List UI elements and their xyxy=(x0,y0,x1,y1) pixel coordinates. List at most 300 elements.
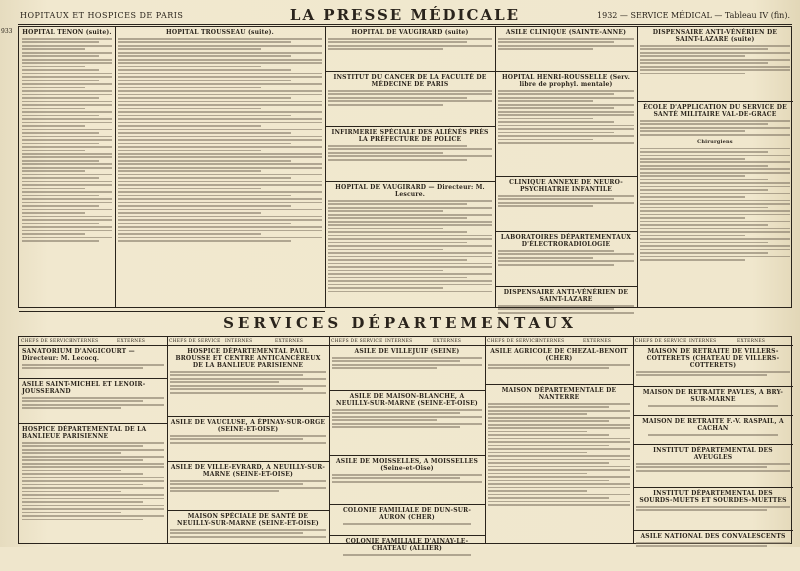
text-line-placeholder xyxy=(498,97,634,99)
text-line-placeholder xyxy=(118,226,322,228)
text-line-placeholder xyxy=(22,515,164,517)
table-block xyxy=(19,346,167,379)
header-title: LA PRESSE MÉDICALE xyxy=(289,6,521,24)
text-line-placeholder xyxy=(328,97,467,99)
block-title: CLINIQUE ANNEXE DE NEURO-PSYCHIATRIE INFANTILE xyxy=(509,179,623,193)
table-block xyxy=(637,27,793,102)
text-line-placeholder xyxy=(22,230,112,232)
text-line-placeholder xyxy=(498,264,614,266)
table-block xyxy=(633,346,793,387)
text-line-placeholder xyxy=(498,45,634,47)
text-line-placeholder xyxy=(22,55,99,57)
text-line-placeholder xyxy=(118,219,322,221)
text-line-placeholder xyxy=(332,360,460,362)
text-line-placeholder xyxy=(498,202,634,204)
text-line-placeholder xyxy=(118,181,322,183)
text-line-placeholder xyxy=(22,449,164,451)
text-line-placeholder xyxy=(118,73,322,75)
text-line-placeholder xyxy=(498,253,634,255)
block-title: ASILE DE VILLEJUIF (SEINE) xyxy=(354,348,460,355)
text-line-placeholder xyxy=(498,139,593,141)
table-block xyxy=(485,385,633,551)
block-title: HOPITAL HENRI-ROUSSELLE (Serv. libre de prophyl. mentale) xyxy=(501,74,631,88)
block-title: MAISON DE RETRAITE F.-V. RASPAIL, A CACHAN xyxy=(642,418,784,432)
text-line-placeholder xyxy=(118,184,322,186)
text-line-placeholder xyxy=(498,41,614,43)
text-line-placeholder xyxy=(118,177,291,179)
text-line-placeholder xyxy=(170,536,326,538)
table-block xyxy=(495,232,637,287)
text-line-placeholder xyxy=(170,388,303,390)
text-line-placeholder xyxy=(498,121,614,123)
text-line-placeholder xyxy=(118,125,261,127)
text-line-placeholder xyxy=(118,136,322,138)
text-line-placeholder xyxy=(343,523,471,525)
text-line-placeholder xyxy=(22,367,143,369)
text-line-placeholder xyxy=(118,223,291,225)
text-line-placeholder xyxy=(22,459,143,461)
subheader-internes: INTERNES xyxy=(537,338,565,344)
table-block xyxy=(637,102,793,316)
header-right: 1932 — SERVICE MÉDICAL — Tableau IV (fin). xyxy=(597,11,790,20)
text-line-placeholder xyxy=(22,477,164,479)
text-line-placeholder xyxy=(488,487,630,489)
block-title: INSTITUT DÉPARTEMENTAL DES SOURDS-MUETS ET SOURDES-MUETTES xyxy=(639,490,787,504)
text-line-placeholder xyxy=(332,419,437,421)
subheader-chefs: CHEFS DE SERVICE xyxy=(635,338,687,344)
text-line-placeholder xyxy=(22,111,112,113)
table-block xyxy=(19,379,167,424)
text-line-placeholder xyxy=(22,73,112,75)
table-block xyxy=(495,72,637,177)
text-line-placeholder xyxy=(328,90,492,92)
text-line-placeholder xyxy=(328,45,492,47)
text-line-placeholder xyxy=(328,145,467,147)
text-line-placeholder xyxy=(488,427,630,429)
text-line-placeholder xyxy=(640,175,745,177)
text-line-placeholder xyxy=(498,132,614,134)
block-title: HOPITAL TROUSSEAU (suite). xyxy=(166,29,274,36)
text-line-placeholder xyxy=(118,87,261,89)
text-line-placeholder xyxy=(640,245,790,247)
page-header xyxy=(18,6,792,25)
text-line-placeholder xyxy=(498,93,614,95)
bottom-column-4 xyxy=(485,337,634,543)
top-column-1 xyxy=(19,27,116,307)
subheader-externes: EXTERNES xyxy=(117,338,146,344)
text-line-placeholder xyxy=(328,235,492,237)
text-line-placeholder xyxy=(488,473,587,475)
text-line-placeholder xyxy=(343,554,471,556)
header-left: HOPITAUX ET HOSPICES DE PARIS xyxy=(20,11,184,20)
text-line-placeholder xyxy=(22,167,112,169)
text-line-placeholder xyxy=(22,66,85,68)
subheader-externes: EXTERNES xyxy=(737,338,766,344)
table-block xyxy=(325,72,495,127)
text-line-placeholder xyxy=(640,151,768,153)
text-line-placeholder xyxy=(332,409,482,411)
text-line-placeholder xyxy=(118,191,322,193)
text-line-placeholder xyxy=(488,417,630,419)
table-block xyxy=(633,488,793,531)
text-line-placeholder xyxy=(22,212,85,214)
bottom-column-1 xyxy=(19,337,168,543)
text-line-placeholder xyxy=(118,66,261,68)
text-line-placeholder xyxy=(498,111,634,113)
text-line-placeholder xyxy=(22,132,99,134)
text-line-placeholder xyxy=(328,245,492,247)
text-line-placeholder xyxy=(170,371,326,373)
text-line-placeholder xyxy=(118,55,291,57)
block-title: HOPITAL DE VAUGIRARD — Directeur: M. Lescure. xyxy=(335,184,485,198)
text-line-placeholder xyxy=(22,69,99,71)
text-line-placeholder xyxy=(22,153,112,155)
text-line-placeholder xyxy=(332,423,482,425)
text-line-placeholder xyxy=(22,104,112,106)
text-line-placeholder xyxy=(170,438,303,440)
text-line-placeholder xyxy=(640,134,790,136)
text-line-placeholder xyxy=(488,501,630,503)
text-line-placeholder xyxy=(640,256,790,258)
text-line-placeholder xyxy=(640,217,745,219)
text-line-placeholder xyxy=(328,231,467,233)
subheader-internes: INTERNES xyxy=(225,338,253,344)
text-line-placeholder xyxy=(22,233,85,235)
text-line-placeholder xyxy=(170,483,303,485)
text-line-placeholder xyxy=(498,125,634,127)
text-line-placeholder xyxy=(170,435,326,437)
text-line-placeholder xyxy=(22,407,121,409)
text-line-placeholder xyxy=(22,45,112,47)
text-line-placeholder xyxy=(22,491,121,493)
text-line-placeholder xyxy=(170,529,326,531)
subheader-chefs: CHEFS DE SERVICE xyxy=(21,338,73,344)
text-line-placeholder xyxy=(640,69,790,71)
text-line-placeholder xyxy=(332,357,482,359)
text-line-placeholder xyxy=(488,420,609,422)
block-title: HOPITAL TENON (suite). xyxy=(22,29,112,36)
text-line-placeholder xyxy=(636,470,790,472)
text-line-placeholder xyxy=(332,477,460,479)
text-line-placeholder xyxy=(640,168,790,170)
block-title: ASILE DE VAUCLUSE, A ÉPINAY-SUR-ORGE (SEINE-ET-OISE) xyxy=(170,419,326,433)
text-line-placeholder xyxy=(488,469,630,471)
text-line-placeholder xyxy=(22,240,99,242)
text-line-placeholder xyxy=(22,219,112,221)
text-line-placeholder xyxy=(488,466,630,468)
text-line-placeholder xyxy=(498,205,593,207)
text-line-placeholder xyxy=(328,224,492,226)
text-line-placeholder xyxy=(22,76,112,78)
text-line-placeholder xyxy=(22,209,112,211)
table-block xyxy=(167,462,329,511)
text-line-placeholder xyxy=(22,83,112,85)
text-line-placeholder xyxy=(498,114,634,116)
text-line-placeholder xyxy=(328,217,467,219)
text-line-placeholder xyxy=(22,115,99,117)
subheader-chefs: CHEFS DE SERVICE xyxy=(487,338,539,344)
text-line-placeholder xyxy=(498,100,593,102)
text-line-placeholder xyxy=(22,445,143,447)
text-line-placeholder xyxy=(118,80,291,82)
text-line-placeholder xyxy=(640,179,768,181)
text-line-placeholder xyxy=(636,509,767,511)
text-line-placeholder xyxy=(22,52,112,54)
text-line-placeholder xyxy=(488,434,609,436)
column-subheader xyxy=(485,337,633,346)
table-block xyxy=(325,27,495,72)
text-line-placeholder xyxy=(170,487,326,489)
text-line-placeholder xyxy=(22,136,112,138)
text-line-placeholder xyxy=(640,172,790,174)
text-line-placeholder xyxy=(118,202,322,204)
text-line-placeholder xyxy=(22,59,112,61)
table-block xyxy=(495,177,637,232)
text-line-placeholder xyxy=(22,129,112,131)
text-line-placeholder xyxy=(640,224,768,226)
text-line-placeholder xyxy=(328,48,443,50)
text-line-placeholder xyxy=(22,195,99,197)
bottom-tables xyxy=(18,336,792,552)
text-line-placeholder xyxy=(118,97,291,99)
text-line-placeholder xyxy=(640,231,790,233)
text-line-placeholder xyxy=(118,45,322,47)
text-line-placeholder xyxy=(22,62,112,64)
text-line-placeholder xyxy=(640,158,745,160)
text-line-placeholder xyxy=(488,431,587,433)
subheader-internes: INTERNES xyxy=(71,338,99,344)
text-line-placeholder xyxy=(640,165,768,167)
text-line-placeholder xyxy=(170,392,326,394)
text-line-placeholder xyxy=(118,129,322,131)
text-line-placeholder xyxy=(640,73,745,75)
table-block xyxy=(633,531,793,571)
text-line-placeholder xyxy=(118,111,322,113)
column-subheader xyxy=(167,337,329,346)
text-line-placeholder xyxy=(640,189,768,191)
text-line-placeholder xyxy=(328,256,492,258)
text-line-placeholder xyxy=(170,480,326,482)
text-line-placeholder xyxy=(118,163,322,165)
table-block xyxy=(325,182,495,326)
text-line-placeholder xyxy=(328,155,492,157)
text-line-placeholder xyxy=(328,263,492,265)
table-block xyxy=(495,27,637,72)
text-line-placeholder xyxy=(22,41,99,43)
text-line-placeholder xyxy=(118,230,322,232)
text-line-placeholder xyxy=(498,142,634,144)
text-line-placeholder xyxy=(22,480,164,482)
text-line-placeholder xyxy=(332,364,482,366)
text-line-placeholder xyxy=(488,403,630,405)
top-tables xyxy=(18,26,792,308)
text-line-placeholder xyxy=(328,221,492,223)
block-title: MAISON DÉPARTEMENTALE DE NANTERRE xyxy=(501,387,617,401)
text-line-placeholder xyxy=(328,200,492,202)
text-line-placeholder xyxy=(328,280,492,282)
text-line-placeholder xyxy=(118,188,261,190)
table-block xyxy=(329,536,485,566)
text-line-placeholder xyxy=(118,90,322,92)
text-line-placeholder xyxy=(118,69,291,71)
text-line-placeholder xyxy=(640,182,790,184)
text-line-placeholder xyxy=(488,441,630,443)
block-title: ASILE DE MOISSELLES, A MOISSELLES (Seine-et-Oise) xyxy=(335,458,479,472)
subheader-externes: EXTERNES xyxy=(583,338,612,344)
block-title: SANATORIUM D'ANGICOURT — Directeur: M. Lecocq. xyxy=(22,348,135,362)
text-line-placeholder xyxy=(328,203,467,205)
text-line-placeholder xyxy=(22,150,85,152)
block-title: ASILE DE VILLE-EVRARD, A NEUILLY-SUR-MARNE (SEINE-ET-OISE) xyxy=(170,464,326,478)
text-line-placeholder xyxy=(636,545,767,547)
text-line-placeholder xyxy=(22,512,121,514)
text-line-placeholder xyxy=(328,104,443,106)
text-line-placeholder xyxy=(488,504,630,506)
text-line-placeholder xyxy=(22,226,112,228)
text-line-placeholder xyxy=(498,128,634,130)
text-line-placeholder xyxy=(118,143,291,145)
block-title: INSTITUT DU CANCER DE LA FACULTÉ DE MÉDECINE DE PARIS xyxy=(333,74,487,88)
text-line-placeholder xyxy=(640,214,790,216)
table-block xyxy=(329,391,485,456)
text-line-placeholder xyxy=(636,371,790,373)
text-line-placeholder xyxy=(640,161,790,163)
block-title: DISPENSAIRE ANTI-VÉNÉRIEN DE SAINT-LAZARE xyxy=(503,289,629,303)
column-subheader xyxy=(329,337,485,346)
subheader-internes: INTERNES xyxy=(385,338,413,344)
text-line-placeholder xyxy=(498,135,634,137)
text-line-placeholder xyxy=(498,257,593,259)
text-line-placeholder xyxy=(498,260,634,262)
text-line-placeholder xyxy=(118,52,322,54)
text-line-placeholder xyxy=(640,249,790,251)
text-line-placeholder xyxy=(328,207,492,209)
block-title: MAISON DE RETRAITE PAVLES, A BRY-SUR-MARNE xyxy=(642,389,784,403)
text-line-placeholder xyxy=(648,434,779,436)
text-line-placeholder xyxy=(22,463,164,465)
text-line-placeholder xyxy=(640,200,790,202)
text-line-placeholder xyxy=(22,237,112,239)
text-line-placeholder xyxy=(498,104,634,106)
text-line-placeholder xyxy=(328,291,492,293)
text-line-placeholder xyxy=(640,203,790,205)
text-line-placeholder xyxy=(118,240,291,242)
column-subheader xyxy=(633,337,793,346)
bottom-column-2 xyxy=(167,337,330,543)
text-line-placeholder xyxy=(640,196,745,198)
text-line-placeholder xyxy=(22,397,164,399)
text-line-placeholder xyxy=(22,198,112,200)
text-line-placeholder xyxy=(22,473,143,475)
text-line-placeholder xyxy=(22,400,143,402)
text-line-placeholder xyxy=(488,462,609,464)
text-line-placeholder xyxy=(22,181,112,183)
text-line-placeholder xyxy=(498,48,593,50)
text-line-placeholder xyxy=(22,146,112,148)
text-line-placeholder xyxy=(498,308,614,310)
text-line-placeholder xyxy=(118,41,291,43)
text-line-placeholder xyxy=(22,143,99,145)
text-line-placeholder xyxy=(118,146,322,148)
text-line-placeholder xyxy=(328,249,443,251)
text-line-placeholder xyxy=(22,97,99,99)
text-line-placeholder xyxy=(328,152,443,154)
text-line-placeholder xyxy=(118,122,322,124)
text-line-placeholder xyxy=(170,381,279,383)
block-title: HOSPICE DÉPARTEMENTAL DE LA BANLIEUE PARISIENNE xyxy=(22,426,147,440)
text-line-placeholder xyxy=(22,508,164,510)
subheader-chefs: CHEFS DE SERVICE xyxy=(331,338,383,344)
text-line-placeholder xyxy=(118,156,322,158)
text-line-placeholder xyxy=(640,155,790,157)
text-line-placeholder xyxy=(488,406,609,408)
text-line-placeholder xyxy=(328,228,443,230)
text-line-placeholder xyxy=(22,466,164,468)
text-line-placeholder xyxy=(488,438,630,440)
text-line-placeholder xyxy=(118,83,322,85)
block-title: HOPITAL DE VAUGIRARD (suite) xyxy=(351,29,469,36)
text-line-placeholder xyxy=(22,122,112,124)
block-title: MAISON DE RETRAITE DE VILLERS-COTTERETS (CHATEAU DE VILLERS-COTTERETS) xyxy=(646,348,780,369)
text-line-placeholder xyxy=(640,127,790,129)
top-column-2 xyxy=(115,27,326,307)
block-title: COLONIE FAMILIALE DE DUN-SUR-AURON (CHER) xyxy=(342,507,472,521)
text-line-placeholder xyxy=(118,205,291,207)
text-line-placeholder xyxy=(640,242,768,244)
text-line-placeholder xyxy=(22,38,112,40)
table-block xyxy=(329,456,485,505)
block-title: ASILE NATIONAL DES CONVALESCENTS xyxy=(640,533,786,540)
text-line-placeholder xyxy=(328,100,492,102)
text-line-placeholder xyxy=(22,139,112,141)
text-line-placeholder xyxy=(328,270,443,272)
text-line-placeholder xyxy=(328,284,492,286)
block-title: INFIRMERIE SPÉCIALE DES ALIÉNÉS PRÈS LA PRÉFECTURE DE POLICE xyxy=(331,129,489,143)
text-line-placeholder xyxy=(488,455,630,457)
text-line-placeholder xyxy=(640,259,745,261)
text-line-placeholder xyxy=(118,62,322,64)
table-block xyxy=(19,424,167,556)
section-banner: SERVICES DÉPARTEMENTAUX xyxy=(223,314,577,332)
text-line-placeholder xyxy=(328,238,492,240)
text-line-placeholder xyxy=(22,216,112,218)
text-line-placeholder xyxy=(118,132,291,134)
text-line-placeholder xyxy=(328,273,492,275)
table-block xyxy=(485,346,633,385)
text-line-placeholder xyxy=(22,223,99,225)
text-line-placeholder xyxy=(640,55,745,57)
table-block xyxy=(329,346,485,391)
text-line-placeholder xyxy=(22,118,112,120)
top-column-4 xyxy=(495,27,638,307)
text-line-placeholder xyxy=(118,101,322,103)
text-line-placeholder xyxy=(636,463,790,465)
text-line-placeholder xyxy=(118,209,322,211)
text-line-placeholder xyxy=(118,38,322,40)
text-line-placeholder xyxy=(488,364,630,366)
text-line-placeholder xyxy=(640,186,790,188)
block-title: INSTITUT DÉPARTEMENTAL DES AVEUGLES xyxy=(653,447,773,461)
text-line-placeholder xyxy=(640,221,790,223)
text-line-placeholder xyxy=(22,177,99,179)
text-line-placeholder xyxy=(22,505,164,507)
block-title: ASILE AGRICOLE DE CHEZAL-BENOIT (CHER) xyxy=(490,348,628,362)
text-line-placeholder xyxy=(118,139,322,141)
table-block xyxy=(115,27,325,312)
page-edge-number: 933 xyxy=(1,28,13,35)
block-title: ASILE SAINT-MICHEL ET LENOIR-JOUSSERAND xyxy=(22,381,146,395)
text-line-placeholder xyxy=(22,202,112,204)
